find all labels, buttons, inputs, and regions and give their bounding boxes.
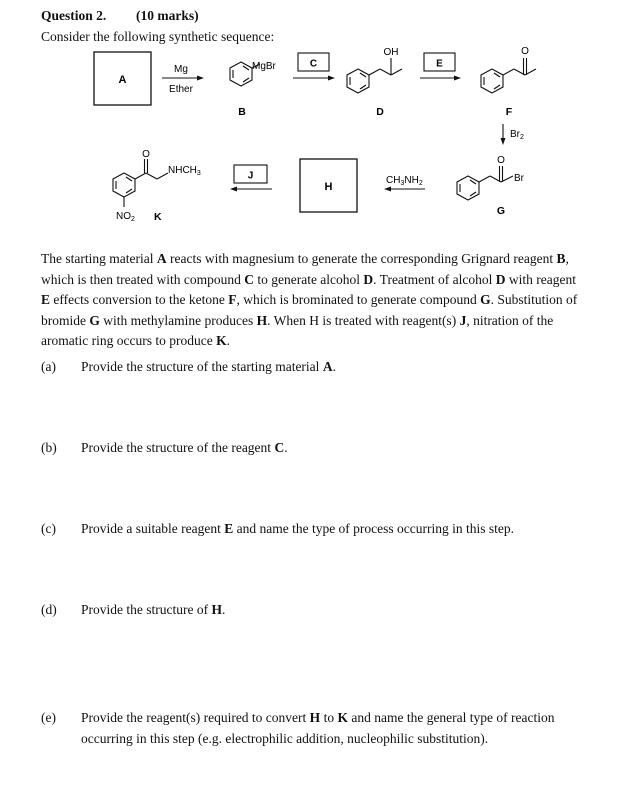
question-text-run: H [309, 710, 321, 725]
paragraph-run: , which is brominated to generate compound [236, 292, 481, 307]
paragraph-run: A [156, 251, 167, 266]
question-b-text [81, 438, 586, 459]
paragraph-run: D [363, 271, 374, 287]
question-text-run: and name the type of process occurring in this step. [233, 521, 515, 536]
question-c-label: (c) [41, 521, 56, 536]
paragraph-run: J [459, 312, 467, 328]
paragraph-run: . When H is treated with reagent(s) [267, 312, 460, 328]
oh-text: OH [383, 47, 399, 58]
question-text-run: Provide the structure of the reagent [81, 440, 275, 455]
molecule-d [347, 58, 402, 93]
br-text: Br [514, 173, 524, 184]
synthesis-scheme [0, 0, 619, 240]
paragraph-run: , nitration of the aromatic ring occurs to produce [41, 312, 554, 348]
question-text-run: . [284, 440, 288, 455]
paragraph-run: E [41, 292, 51, 307]
paragraph-run: with methylamine produces [99, 312, 257, 328]
question-text-run: H [211, 602, 222, 617]
paragraph-run: The starting material [41, 251, 157, 266]
label-b: B [238, 106, 246, 118]
question-text-run: and name the general type of reaction occurring in this step (e.g. electrophilic addition, nucleophilic substitution). [81, 710, 555, 746]
reagent-br2: $Br_2$ [510, 129, 524, 141]
paragraph-run: H [256, 312, 268, 328]
mgbr-text: MgBr [252, 61, 276, 72]
label-g: G [496, 205, 506, 217]
arrowhead-h-to-k [230, 187, 237, 192]
carbonyl-o-k: O [142, 149, 150, 160]
question-e-text [81, 708, 586, 749]
question-text-run: E [224, 521, 234, 536]
carbonyl-o-f: O [521, 46, 529, 57]
molecule-g [457, 166, 513, 200]
nhch3-text: $NHCH_3$ [168, 165, 201, 177]
question-a-label: (a) [41, 359, 56, 374]
question-text-run: to [320, 710, 338, 725]
question-text-run: K [337, 710, 348, 725]
arrowhead-a-to-b [197, 76, 204, 81]
paragraph-run: F [228, 292, 237, 307]
carbonyl-o-g: O [497, 155, 505, 166]
question-text-run: Provide a suitable reagent [81, 521, 225, 536]
paragraph-run: . Treatment of alcohol [373, 271, 496, 287]
label-h: H [324, 181, 333, 193]
description-paragraph [41, 249, 586, 352]
molecule-k [113, 159, 168, 207]
question-text-run: . [332, 359, 336, 374]
paragraph-run: B [556, 251, 566, 266]
reagent-ether: Ether [169, 84, 193, 95]
label-c: C [309, 58, 318, 70]
paragraph-run: effects conversion to the ketone [50, 292, 229, 307]
question-label: Question 2. [41, 8, 107, 23]
intro-text: Consider the following synthetic sequence: [41, 29, 275, 44]
molecule-f [481, 58, 536, 93]
paragraph-run: C [244, 271, 254, 287]
arrowhead-f-to-g [501, 138, 506, 145]
paragraph-run: G [480, 292, 491, 307]
label-j: J [247, 170, 254, 182]
reagent-mg: Mg [174, 64, 188, 75]
label-k: K [154, 211, 162, 223]
question-b-label: (b) [41, 440, 57, 455]
question-a-text [81, 357, 586, 378]
question-d-text [81, 600, 586, 621]
question-d-label: (d) [41, 602, 57, 617]
paragraph-run: , which is then treated with compound [41, 251, 569, 287]
question-text-run: A [322, 359, 333, 374]
question-marks: (10 marks) [136, 8, 199, 23]
arrowhead-g-to-h [384, 187, 391, 192]
arrowhead-d-to-f [454, 76, 461, 81]
question-text-run: Provide the reagent(s) required to convert [81, 710, 310, 725]
arrowhead-b-to-d [328, 76, 335, 81]
question-text-run: . [221, 602, 226, 617]
paragraph-run: to generate alcohol [253, 271, 364, 287]
reagent-ch3nh2: $CH_3NH_2$ [386, 175, 423, 187]
label-a: A [118, 74, 127, 86]
paragraph-run: . [226, 333, 230, 348]
no2-text: $NO_2$ [116, 211, 135, 223]
paragraph-run: with reagent [505, 271, 577, 287]
paragraph-run: G [89, 312, 100, 328]
question-text-run: Provide the structure of the starting material [81, 359, 323, 374]
label-e: E [436, 58, 443, 70]
question-text-run: C [274, 440, 285, 455]
paragraph-run: D [495, 271, 506, 287]
question-c-text [81, 519, 586, 540]
label-d: D [376, 106, 384, 118]
question-e-label: (e) [41, 710, 56, 725]
paragraph-run: reacts with magnesium to generate the corresponding Grignard reagent [166, 251, 557, 266]
question-text-run: Provide the structure of [81, 602, 212, 617]
paragraph-run: K [216, 333, 227, 348]
paragraph-run: . Substitution of bromide [41, 292, 578, 328]
label-f: F [505, 106, 513, 118]
